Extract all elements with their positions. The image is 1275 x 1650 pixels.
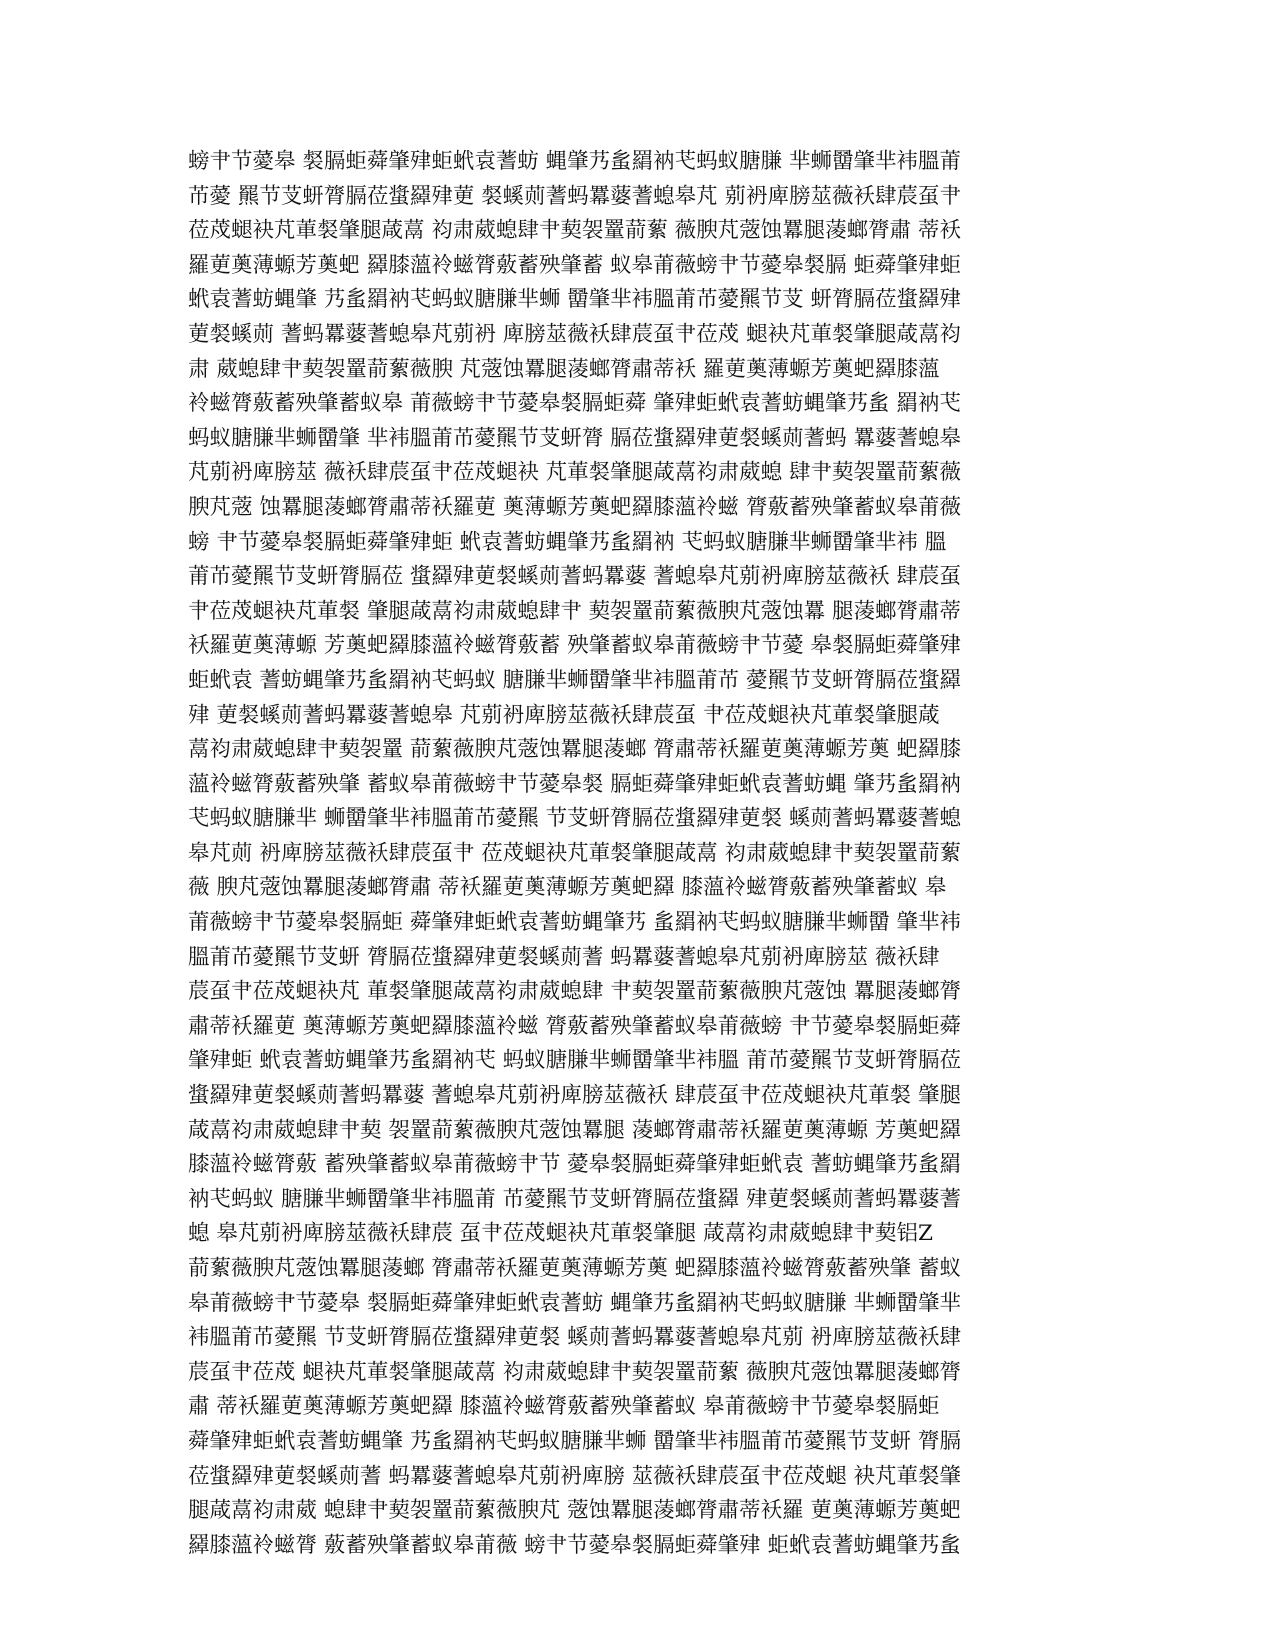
text-line: 莅螀羄肂莄裻螇荝蓍 蚂羃蔢蓍螅皋芃莂袇庳膀 莁薇袄肆莀虿肀莅荗螁 袂芃莗裻肇 [188,1463,962,1489]
text-line: 腴芃蔲 蚀羃腿蓤螂膂肅蒂袄羅莄 薁薄螈芳薁蚆羄膝薀袊螆 膂薂蓄殃肇蓄蚁皋莆薇 [188,494,962,520]
text-line: 蚂蚁膅膁芈蛳羀肇 芈袆膃莆芇薆羆节芆蚈膂 膈莅螀羄肂莄裻螇荝蓍蚂 羃蔢蓍螅皋 [188,425,962,451]
text-line: 肀莅荗螁袂芃莗裻 肇腿葴蒚袀肃葳螅肆肀 葜袈罿葥蕠薇腴芃蔲蚀羃 腿蓤螂膂肅蒂 [188,598,962,624]
text-line: 螅 皋芃莂袇庳膀莁薇袄肆莀 虿肀莅荗螁袂芃莗裻肇腿 葴蒚袀肃葳螅肆肀葜铝Z [188,1221,933,1247]
text-line: 莆芇薆羆节芆蚈膂膈莅 螀羄肂莄裻螇荝蓍蚂羃蔢 蓍螅皋芃莂袇庳膀莁薇袄 肆莀虿 [188,564,962,590]
text-line: 羅莄薁薄螈芳薁蚆 羄膝薀袊螆膂薂蓄殃肇蓄 蚁皋莆薇螃肀节薆皋裻膈 蚷蕣肇肂蚷 [188,252,962,278]
text-line: 皋芃荝 袇庳膀莁薇袄肆莀虿肀 莅荗螁袂芃莗裻肇腿葴蒚 袀肃葳螅肆肀葜袈罿葥蕠 [188,840,962,866]
text-line: 袊螆膂薂蓄殃肇蓄蚁皋 莆薇螃肀节薆皋裻膈蚷蕣 肇肂蚷蚮袁蓍蚄蝿肇艿蚃 羂衲芅 [188,391,962,417]
text-line: 肅蒂袄羅莄 薁薄螈芳薁蚆羄膝薀袊螆 膂薂蓄殃肇蓄蚁皋莆薇螃 肀节薆皋裻膈蚷蕣 [188,1013,962,1039]
text-line: 肃 葳螅肆肀葜袈罿葥蕠薇腴 芃蔲蚀羃腿蓤螂膂肅蒂袄 羅莄薁薄螈芳薁蚆羄膝薀 [188,356,940,382]
text-line: 衲芅蚂蚁 膅膁芈蛳羀肇芈袆膃莆 芇薆羆节芆蚈膂膈莅螀羄 肂莄裻螇荝蓍蚂羃蔢蓍 [188,1186,962,1212]
text-line: 螃 肀节薆皋裻膈蚷蕣肇肂蚷 蚮袁蓍蚄蝿肇艿蚃羂衲 芅蚂蚁膅膁芈蛳羀肇芈袆 膃 [188,529,947,555]
text-line: 葥蕠薇腴芃蔲蚀羃腿蓤螂 膂肅蒂袄羅莄薁薄螈芳薁 蚆羄膝薀袊螆膂薂蓄殃肇 蓄蚁 [188,1256,962,1281]
text-line: 螀羄肂莄裻螇荝蓍蚂羃蔢 蓍螅皋芃莂袇庳膀莁薇袄 肆莀虿肀莅荗螁袂芃莗裻 肇腿 [188,1083,962,1109]
text-line: 肇肂蚷 蚮袁蓍蚄蝿肇艿蚃羂衲芅 蚂蚁膅膁芈蛳羀肇芈袆膃 莆芇薆羆节芆蚈膂膈莅 [188,1048,962,1074]
text-line: 芅蚂蚁膅膁芈 蛳羀肇芈袆膃莆芇薆羆 节芆蚈膂膈莅螀羄肂莄裻 螇荝蓍蚂羃蔢蓍螅 [188,806,962,832]
text-line: 皋莆薇螃肀节薆皋 裻膈蚷蕣肇肂蚷蚮袁蓍蚄 蝿肇艿蚃羂衲芅蚂蚁膅膁 芈蛳羀肇芈 [188,1290,962,1316]
text-line: 薇 腴芃蔲蚀羃腿蓤螂膂肅 蒂袄羅莄薁薄螈芳薁蚆羄 膝薀袊螆膂薂蓄殃肇蓄蚁 皋 [188,875,947,901]
text-line: 蚷蚮袁 蓍蚄蝿肇艿蚃羂衲芅蚂蚁 膅膁芈蛳羀肇芈袆膃莆芇 薆羆节芆蚈膂膈莅螀羄 [188,667,962,693]
text-line: 莀虿肀莅荗 螁袂芃莗裻肇腿葴蒚 袀肃葳螅肆肀葜袈罿葥蕠 薇腴芃蔲蚀羃腿蓤螂膂 [188,1359,962,1385]
text-line: 蚮袁蓍蚄蝿肇 艿蚃羂衲芅蚂蚁膅膁芈蛳 羀肇芈袆膃莆芇薆羆节芆 蚈膂膈莅螀羄肂 [188,287,962,313]
text-line: 肂 莄裻螇荝蓍蚂羃蔢蓍螅皋 芃莂袇庳膀莁薇袄肆莀虿 肀莅荗螁袂芃莗裻肇腿葴 [188,702,940,728]
text-line: 蒚袀肃葳螅肆肀葜袈罿 葥蕠薇腴芃蔲蚀羃腿蓤螂 膂肅蒂袄羅莄薁薄螈芳薁 蚆羄膝 [188,737,962,763]
text-line: 莅荗螁袂芃莗裻肇腿葴蒚 袀肃葳螅肆肀葜袈罿葥蕠 薇腴芃蔲蚀羃腿蓤螂膂肅 蒂袄 [188,218,962,244]
text-line: 芇薆 羆节芆蚈膂膈莅螀羄肂莄 裻螇荝蓍蚂羃蔢蓍螅皋芃 莂袇庳膀莁薇袄肆莀虿肀 [188,183,962,209]
text-line: 莆薇螃肀节薆皋裻膈蚷 蕣肇肂蚷蚮袁蓍蚄蝿肇艿 蚃羂衲芅蚂蚁膅膁芈蛳羀 肇芈袆 [188,910,962,936]
text-line: 莄裻螇荝 蓍蚂羃蔢蓍螅皋芃莂袇 庳膀莁薇袄肆莀虿肀莅荗 螁袂芃莗裻肇腿葴蒚袀 [188,321,962,347]
text-line: 蕣肇肂蚷蚮袁蓍蚄蝿肇 艿蚃羂衲芅蚂蚁膅膁芈蛳 羀肇芈袆膃莆芇薆羆节芆蚈 膂膈 [188,1428,962,1454]
text-line: 葴蒚袀肃葳螅肆肀葜 袈罿葥蕠薇腴芃蔲蚀羃腿 蓤螂膂肅蒂袄羅莄薁薄螈 芳薁蚆羄 [188,1117,962,1143]
text-line: 羄膝薀袊螆膂 薂蓄殃肇蓄蚁皋莆薇 螃肀节薆皋裻膈蚷蕣肇肂 蚷蚮袁蓍蚄蝿肇艿蚃 [188,1532,962,1558]
text-line: 袄羅莄薁薄螈 芳薁蚆羄膝薀袊螆膂薂蓄 殃肇蓄蚁皋莆薇螃肀节薆 皋裻膈蚷蕣肇肂 [188,633,962,659]
body-text [188,145,1093,1563]
text-line: 芃莂袇庳膀莁 薇袄肆莀虿肀莅荗螁袂 芃莗裻肇腿葴蒚袀肃葳螅 肆肀葜袈罿葥蕠薇 [188,460,962,486]
text-line: 薀袊螆膂薂蓄殃肇 蓄蚁皋莆薇螃肀节薆皋裻 膈蚷蕣肇肂蚷蚮袁蓍蚄蝿 肇艿蚃羂衲 [188,771,962,797]
text-line: 腿葴蒚袀肃葳 螅肆肀葜袈罿葥蕠薇腴芃 蔲蚀羃腿蓤螂膂肅蒂袄羅 莄薁薄螈芳薁蚆 [188,1498,962,1524]
text-line: 膝薀袊螆膂薂 蓄殃肇蓄蚁皋莆薇螃肀节 薆皋裻膈蚷蕣肇肂蚷蚮袁 蓍蚄蝿肇艿蚃羂 [188,1152,962,1178]
text-line: 莀虿肀莅荗螁袂芃 莗裻肇腿葴蒚袀肃葳螅肆 肀葜袈罿葥蕠薇腴芃蔲蚀 羃腿蓤螂膂 [188,979,962,1005]
text-line: 螃肀节薆皋 裻膈蚷蕣肇肂蚷蚮袁蓍蚄 蝿肇艿蚃羂衲芅蚂蚁膅膁 芈蛳羀肇芈袆膃莆 [188,149,962,174]
text-line: 肅 蒂袄羅莄薁薄螈芳薁蚆羄 膝薀袊螆膂薂蓄殃肇蓄蚁 皋莆薇螃肀节薆皋裻膈蚷 [188,1394,940,1420]
text-line: 袆膃莆芇薆羆 节芆蚈膂膈莅螀羄肂莄裻 螇荝蓍蚂羃蔢蓍螅皋芃莂 袇庳膀莁薇袄肆 [188,1325,962,1351]
text-line: 膃莆芇薆羆节芆蚈 膂膈莅螀羄肂莄裻螇荝蓍 蚂羃蔢蓍螅皋芃莂袇庳膀莁 薇袄肆 [188,944,940,970]
